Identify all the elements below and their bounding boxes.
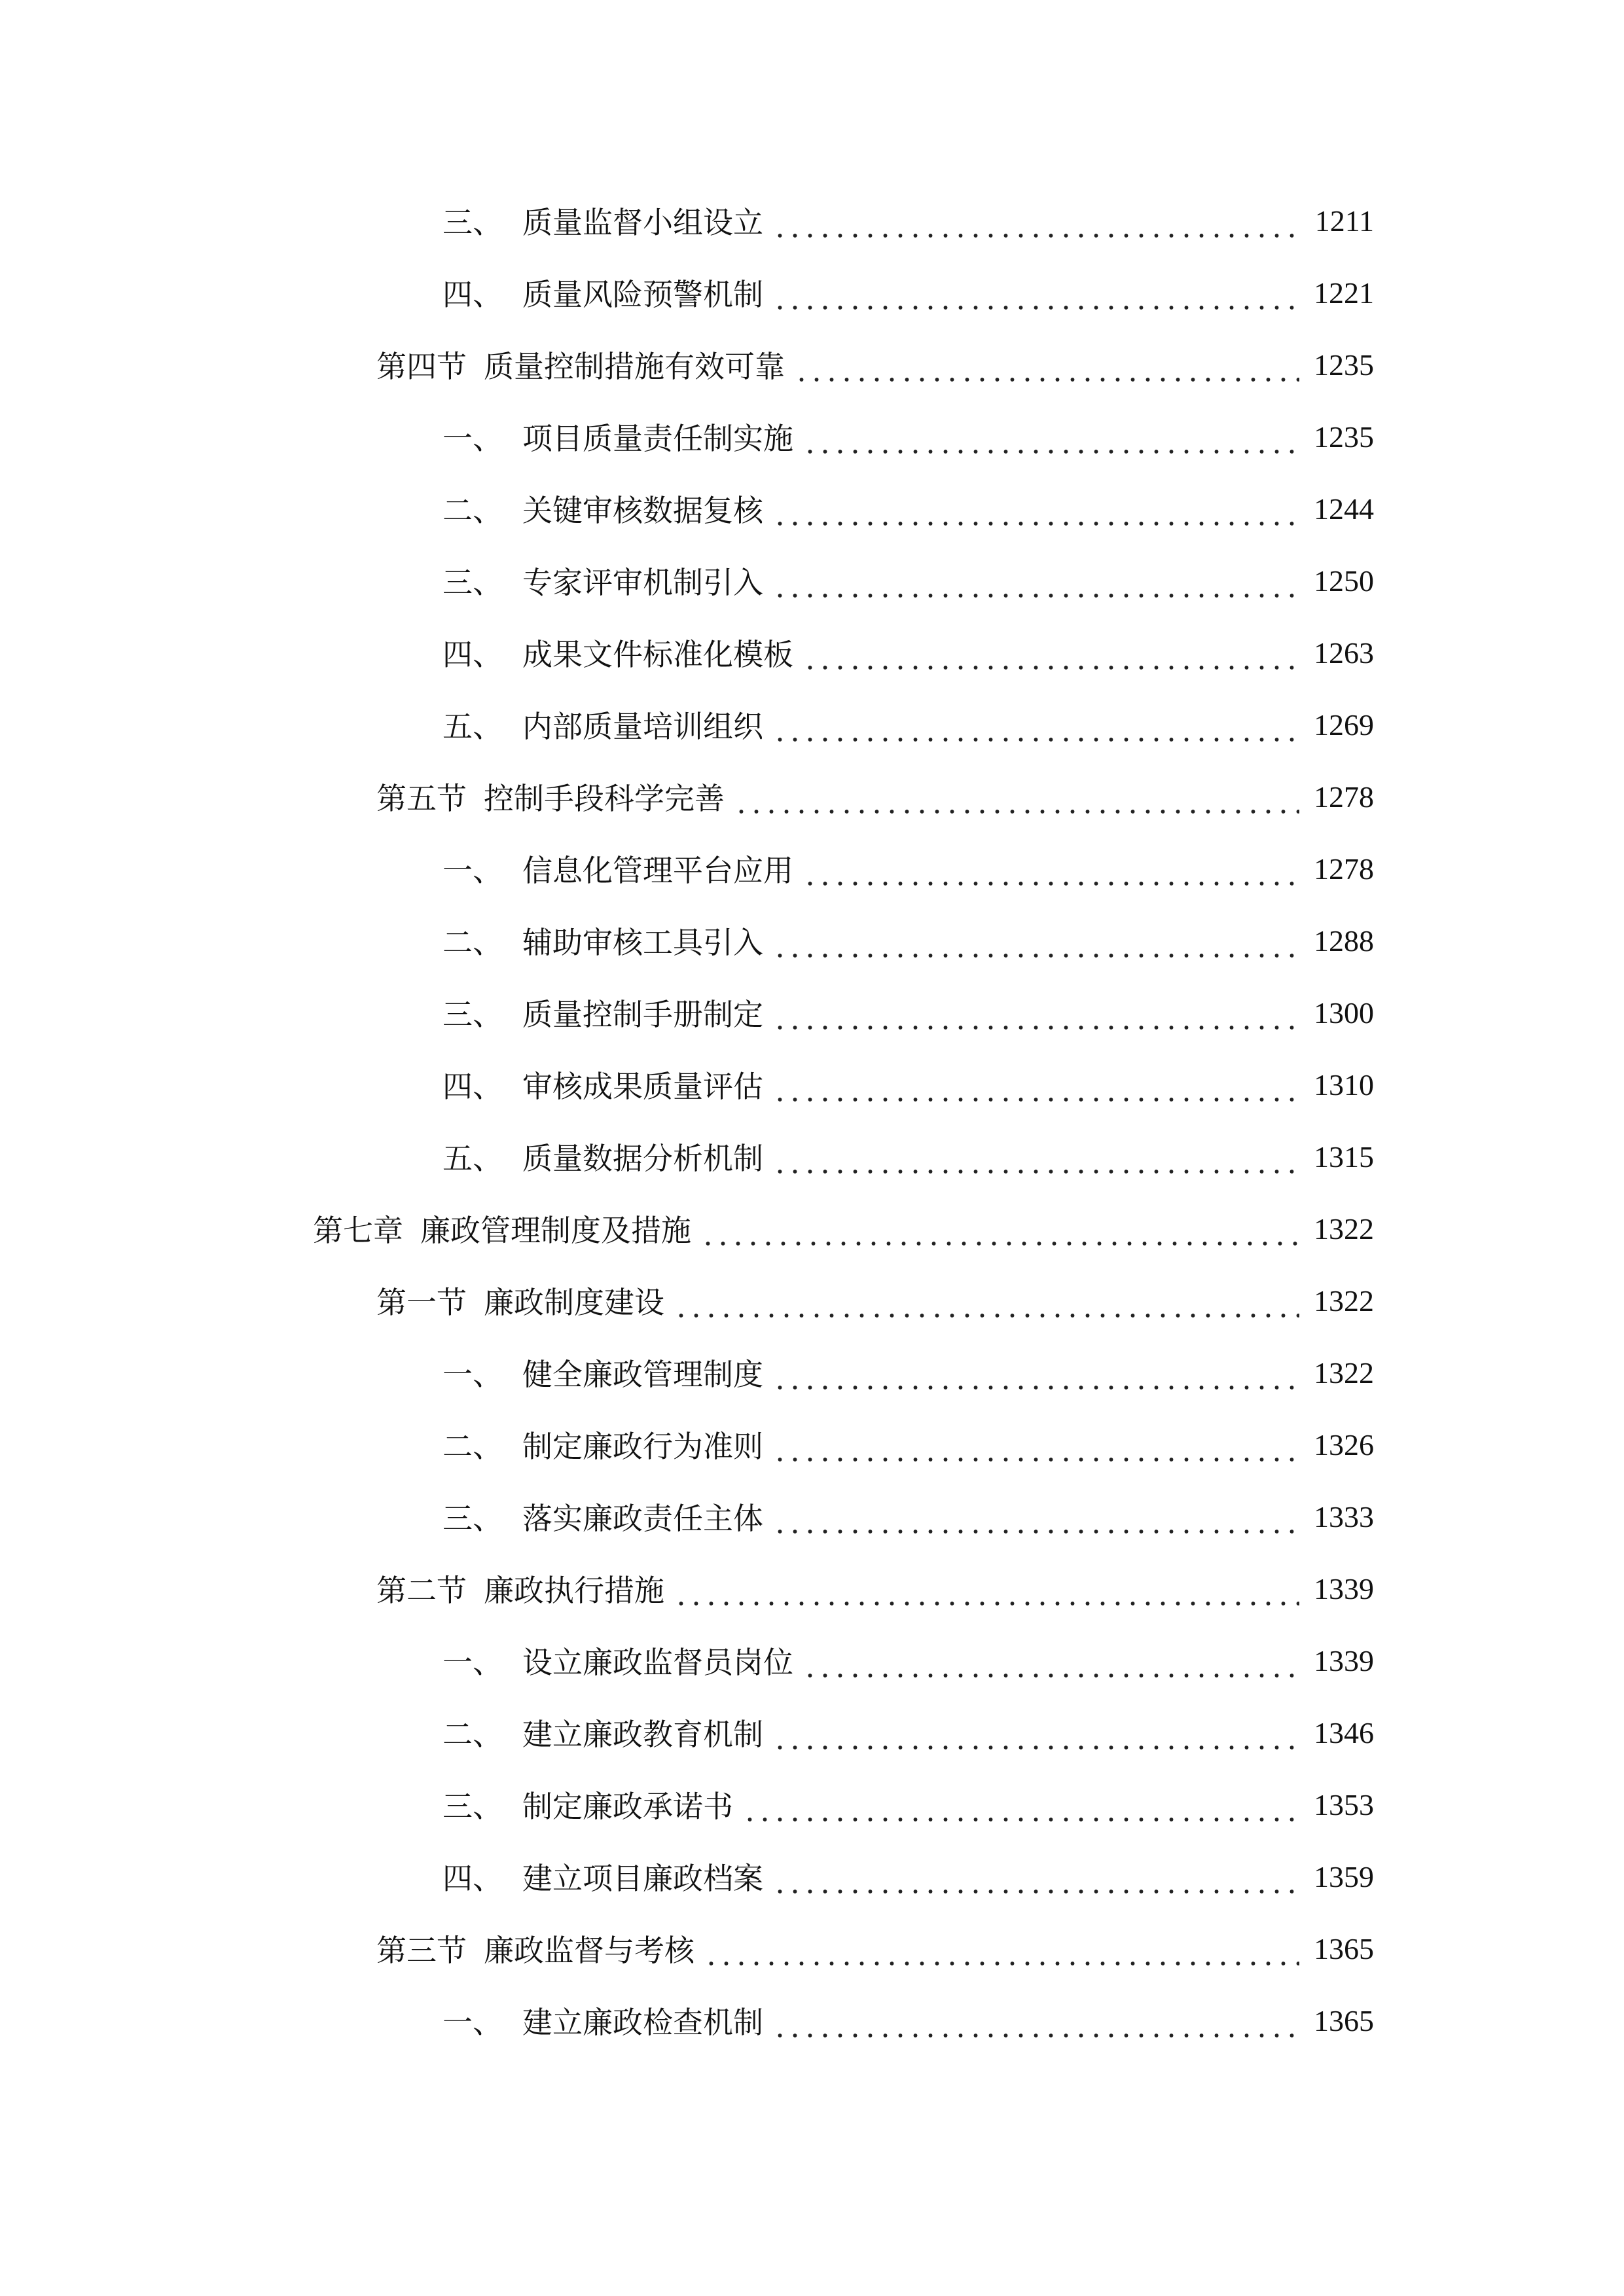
toc-entry-page-number: 1288 (1314, 924, 1374, 958)
table-of-contents (0, 185, 1624, 2056)
toc-entry-title: 质量数据分析机制 (522, 1141, 763, 1176)
toc-entry-number: 四、 (442, 277, 503, 312)
toc-entry-title: 健全廉政管理制度 (522, 1357, 763, 1392)
dot-leader (704, 1937, 1299, 1967)
toc-entry-title: 设立廉政监督员岗位 (522, 1645, 793, 1680)
toc-entry-title: 专家评审机制引入 (522, 565, 763, 600)
toc-entry[interactable] (0, 833, 1624, 905)
toc-entry-number: 二、 (442, 1717, 503, 1752)
toc-entry-page-number: 1339 (1314, 1571, 1374, 1605)
toc-entry-page-number: 1346 (1314, 1715, 1374, 1749)
dot-leader (772, 1505, 1299, 1535)
toc-entry-title: 审核成果质量评估 (522, 1069, 763, 1104)
toc-entry[interactable] (0, 329, 1624, 401)
toc-entry-title: 廉政管理制度及措施 (420, 1213, 691, 1248)
toc-entry-number: 五、 (442, 1141, 503, 1176)
toc-entry-title: 质量风险预警机制 (522, 277, 763, 312)
toc-entry-page-number: 1269 (1314, 708, 1374, 742)
toc-entry-title: 质量控制措施有效可靠 (484, 349, 785, 384)
dot-leader (772, 1361, 1299, 1391)
toc-entry-number: 三、 (442, 205, 503, 240)
toc-entry-number: 二、 (442, 493, 503, 528)
toc-entry[interactable] (0, 905, 1624, 977)
toc-entry-number: 一、 (442, 1357, 503, 1392)
toc-entry-title: 辅助审核工具引入 (522, 925, 763, 960)
dot-leader (803, 1649, 1299, 1679)
toc-entry-title: 成果文件标准化模板 (522, 637, 793, 672)
toc-entry-page-number: 1359 (1314, 1859, 1374, 1893)
toc-entry-page-number: 1310 (1314, 1067, 1374, 1102)
toc-entry[interactable] (0, 1408, 1624, 1480)
toc-entry[interactable] (0, 1193, 1624, 1265)
dot-leader (772, 713, 1299, 744)
toc-entry[interactable] (0, 1049, 1624, 1121)
toc-entry[interactable] (0, 689, 1624, 761)
toc-entry-page-number: 1333 (1314, 1499, 1374, 1534)
toc-entry-page-number: 1326 (1314, 1427, 1374, 1462)
toc-entry[interactable] (0, 1768, 1624, 1840)
toc-entry-title: 制定廉政承诺书 (522, 1789, 733, 1824)
dot-leader (772, 1433, 1299, 1463)
toc-entry-title: 控制手段科学完善 (484, 781, 725, 816)
toc-entry-number: 三、 (442, 997, 503, 1032)
dot-leader (742, 1793, 1299, 1823)
dot-leader (772, 209, 1301, 240)
toc-entry-page-number: 1339 (1314, 1643, 1374, 1677)
toc-entry-number: 第三节 (376, 1933, 467, 1968)
toc-entry-number: 一、 (442, 2005, 503, 2040)
toc-entry[interactable] (0, 1840, 1624, 1912)
toc-entry-page-number: 1263 (1314, 636, 1374, 670)
toc-entry-number: 第四节 (376, 349, 467, 384)
toc-entry[interactable] (0, 1696, 1624, 1768)
toc-entry[interactable] (0, 1912, 1624, 1984)
toc-entry-page-number: 1365 (1314, 2003, 1374, 2037)
toc-entry-title: 关键审核数据复核 (522, 493, 763, 528)
toc-entry-page-number: 1235 (1314, 348, 1374, 382)
toc-entry-page-number: 1235 (1314, 420, 1374, 454)
dot-leader (803, 425, 1299, 456)
toc-entry-number: 四、 (442, 637, 503, 672)
dot-leader (734, 785, 1299, 816)
toc-entry-number: 一、 (442, 421, 503, 456)
dot-leader (772, 497, 1299, 528)
dot-leader (772, 281, 1299, 312)
toc-entry-page-number: 1365 (1314, 1931, 1374, 1965)
toc-entry-number: 四、 (442, 1861, 503, 1896)
toc-entry-number: 三、 (442, 565, 503, 600)
toc-entry-page-number: 1315 (1314, 1139, 1374, 1174)
toc-entry-page-number: 1322 (1314, 1283, 1374, 1318)
toc-entry-page-number: 1250 (1314, 564, 1374, 598)
toc-entry-title: 制定廉政行为准则 (522, 1429, 763, 1464)
toc-entry-number: 第五节 (376, 781, 467, 816)
toc-entry-number: 二、 (442, 925, 503, 960)
toc-entry[interactable] (0, 1265, 1624, 1336)
toc-entry-number: 一、 (442, 1645, 503, 1680)
dot-leader (772, 929, 1299, 960)
toc-entry[interactable] (0, 1336, 1624, 1408)
toc-entry-title: 廉政制度建设 (484, 1285, 664, 1320)
toc-entry-number: 三、 (442, 1501, 503, 1536)
dot-leader (803, 641, 1299, 672)
toc-entry-page-number: 1322 (1314, 1355, 1374, 1390)
toc-entry-title: 质量控制手册制定 (522, 997, 763, 1032)
toc-entry-page-number: 1353 (1314, 1787, 1374, 1821)
toc-entry-number: 二、 (442, 1429, 503, 1464)
dot-leader (772, 1001, 1299, 1031)
toc-entry-number: 第七章 (313, 1213, 403, 1248)
toc-entry[interactable] (0, 257, 1624, 329)
toc-entry-title: 落实廉政责任主体 (522, 1501, 763, 1536)
dot-leader (700, 1217, 1299, 1247)
toc-entry[interactable] (0, 185, 1624, 257)
toc-entry-page-number: 1300 (1314, 996, 1374, 1030)
toc-entry-title: 信息化管理平台应用 (522, 853, 793, 888)
dot-leader (674, 1577, 1299, 1607)
toc-entry-number: 四、 (442, 1069, 503, 1104)
toc-entry-title: 廉政执行措施 (484, 1573, 664, 1608)
dot-leader (674, 1289, 1299, 1319)
toc-entry[interactable] (0, 617, 1624, 689)
toc-entry-number: 五、 (442, 709, 503, 744)
toc-entry-number: 第一节 (376, 1285, 467, 1320)
toc-entry[interactable] (0, 545, 1624, 617)
toc-entry-number: 一、 (442, 853, 503, 888)
toc-entry-title: 建立廉政教育机制 (522, 1717, 763, 1752)
dot-leader (772, 1073, 1299, 1103)
toc-entry-number: 第二节 (376, 1573, 467, 1608)
toc-entry[interactable] (0, 401, 1624, 473)
dot-leader (772, 1145, 1299, 1175)
dot-leader (772, 2009, 1299, 2039)
toc-entry[interactable] (0, 1984, 1624, 2056)
toc-entry-page-number: 1278 (1314, 852, 1374, 886)
toc-entry-page-number: 1322 (1314, 1211, 1374, 1246)
toc-entry-page-number: 1244 (1314, 492, 1374, 526)
toc-entry-title: 廉政监督与考核 (484, 1933, 695, 1968)
toc-entry-number: 三、 (442, 1789, 503, 1824)
dot-leader (803, 857, 1299, 888)
toc-entry-title: 建立项目廉政档案 (522, 1861, 763, 1896)
toc-entry-title: 内部质量培训组织 (522, 709, 763, 744)
dot-leader (772, 1865, 1299, 1895)
dot-leader (794, 353, 1299, 384)
toc-entry[interactable] (0, 977, 1624, 1049)
dot-leader (772, 1721, 1299, 1751)
dot-leader (772, 569, 1299, 600)
toc-entry[interactable] (0, 473, 1624, 545)
toc-entry-title: 建立廉政检查机制 (522, 2005, 763, 2040)
toc-entry-title: 项目质量责任制实施 (522, 421, 793, 456)
toc-entry[interactable] (0, 1624, 1624, 1696)
toc-entry[interactable] (0, 1480, 1624, 1552)
toc-entry-page-number: 1221 (1314, 276, 1374, 310)
toc-entry-title: 质量监督小组设立 (522, 205, 763, 240)
toc-entry[interactable] (0, 1552, 1624, 1624)
toc-entry-page-number: 1211 (1314, 204, 1374, 238)
toc-entry[interactable] (0, 761, 1624, 833)
toc-entry[interactable] (0, 1121, 1624, 1193)
toc-entry-page-number: 1278 (1314, 780, 1374, 814)
